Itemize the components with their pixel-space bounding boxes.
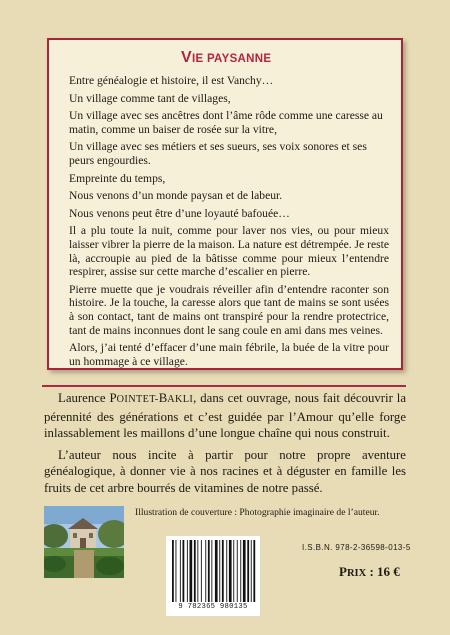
isbn-number: I.S.B.N. 978-2-36598-013-5 <box>302 543 411 552</box>
barcode-digits: 9 782365 980135 <box>178 603 248 611</box>
poem-paragraph: Il a plu toute la nuit, comme pour laver nos vies, ou pour mieux laisser vibrer la pierre de la maison. La nature est détrempée. Je reste là, accroupie au pied de la bâtisse comme pour mieux l’entendre respirer, assise sur cette marche d’escalier en pierre. <box>69 224 389 279</box>
price-label: PRIX : 16 € <box>339 564 400 579</box>
poem-paragraph: Alors, j’ai tenté d’effacer d’une main fébrile, la buée de la vitre pour un hommage à ce village. <box>69 341 389 368</box>
poem-line: Un village comme tant de villages, <box>69 91 231 105</box>
poem-title: VIE PAYSANNE <box>181 49 272 66</box>
author-name: Laurence POINTET-BAKLI <box>58 391 194 405</box>
poem-line: Empreinte du temps, <box>69 171 166 185</box>
blurb-paragraph: Laurence POINTET-BAKLI, dans cet ouvrage, nous fait découvrir la pérennité des générations et c’est guidée par l’Amour qu’elle forge inlassablement les maillons d’une longue chaîne qui nous construit. <box>44 391 407 440</box>
cover-caption: Illustration de couverture : Photographie imaginaire de l’auteur. <box>135 507 380 518</box>
barcode-bars <box>170 540 256 602</box>
isbn-barcode <box>166 536 260 616</box>
poem-line: Entre généalogie et histoire, il est Vanchy… <box>69 74 274 87</box>
cover-photo-image <box>44 506 124 578</box>
poem-line: Nous venons d’un monde paysan et de labeur. <box>69 189 283 203</box>
back-cover-blurb <box>44 390 406 501</box>
poem-line: Nous venons peut être d’une loyauté bafouée… <box>69 206 290 220</box>
poem-line: Un village avec ses ancêtres dont l’âme rôde comme une caresse au matin, comme un baiser de rosée sur la vitre, <box>69 109 383 136</box>
section-divider <box>42 385 406 387</box>
poem-line: Un village avec ses métiers et ses sueurs, ses voix sonores et ses peurs engourdies. <box>69 140 367 167</box>
blurb-paragraph: L’auteur nous incite à partir pour notre propre aventure généalogique, à donner vie à nos racines et à déguster en famille les fruits de cet arbre bourrés de vitamines de notre passé. <box>44 447 406 495</box>
poem-box <box>47 38 403 370</box>
poem-paragraph: Pierre muette que je voudrais réveiller afin d’entendre raconter son histoire. Je la touche, la caresse alors que tant de mains se sont usées à son contact, tant de mains ont transpiré pour la rendre protectrice, tant de mains inconnues dont le sang coule en ami dans mes veines. <box>69 282 389 337</box>
